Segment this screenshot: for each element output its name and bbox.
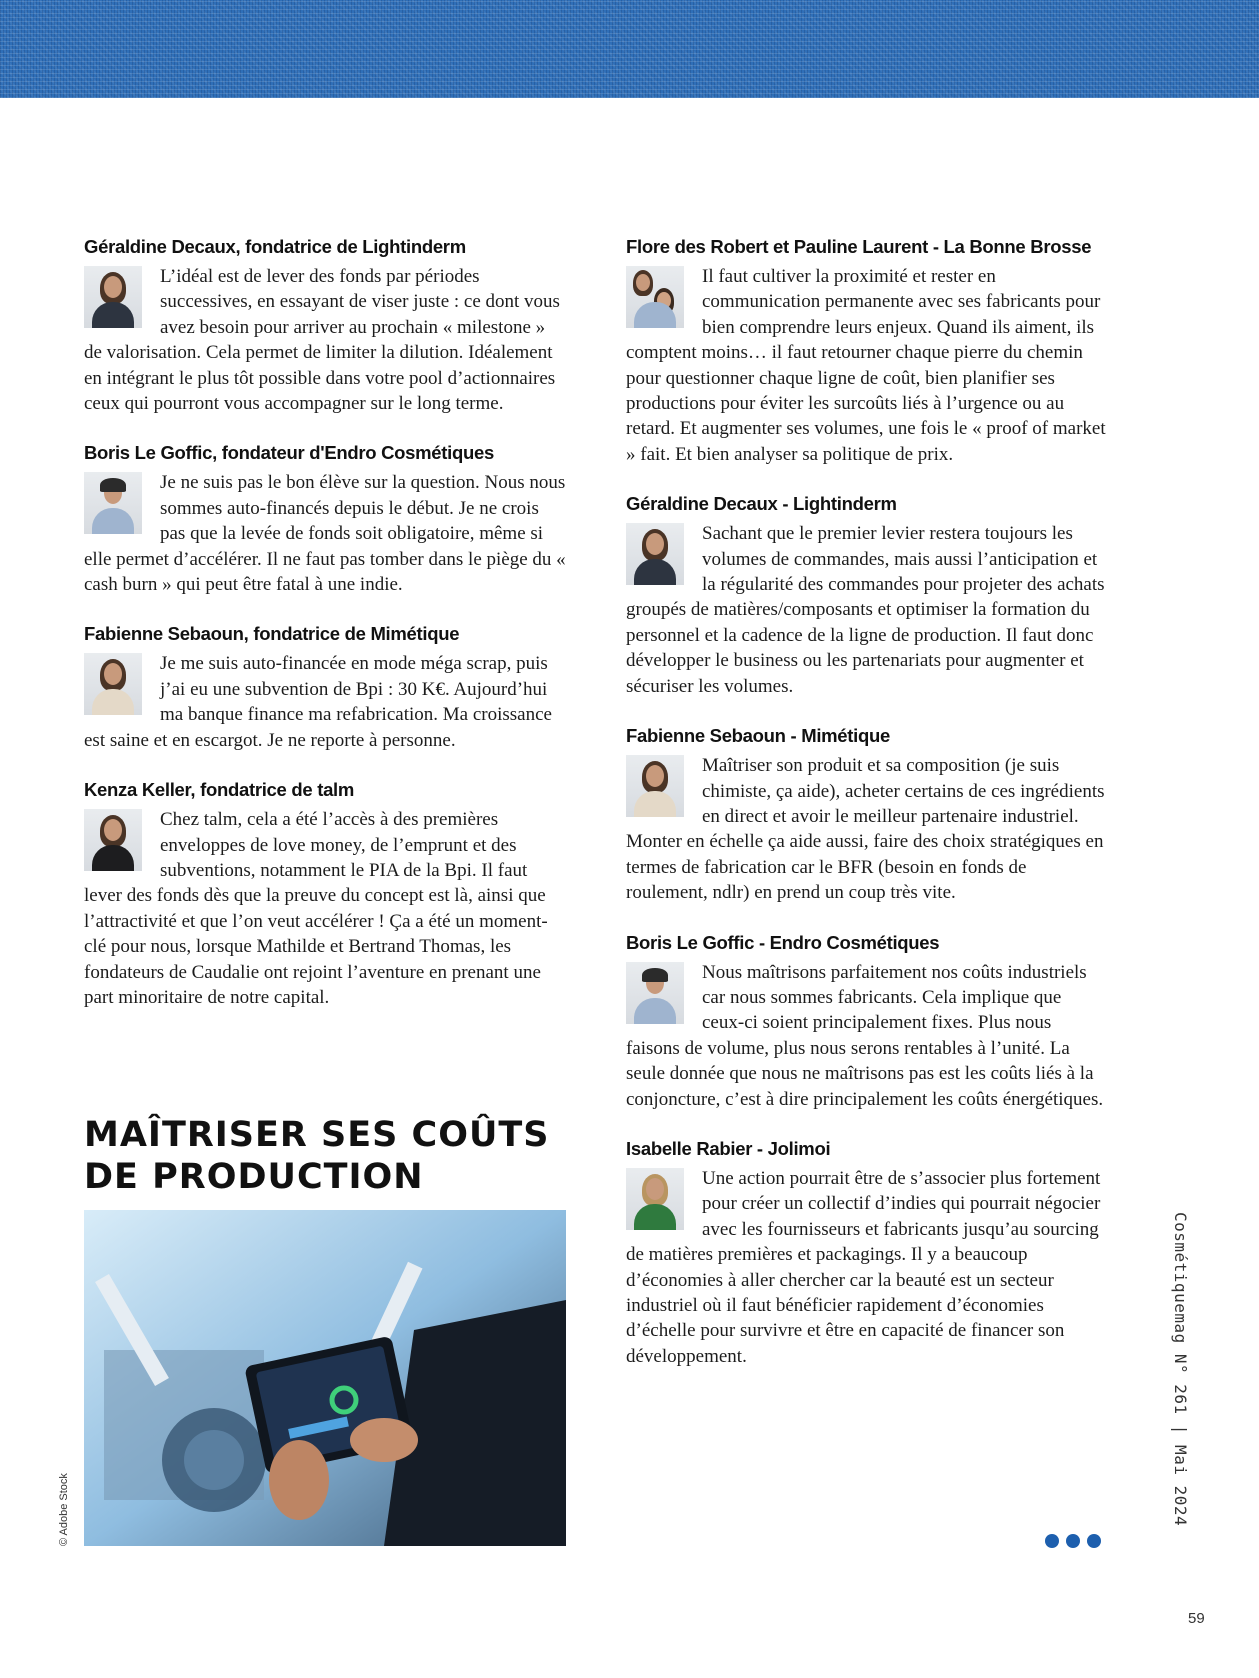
- quote-block: [626, 493, 1106, 699]
- quote-author: Isabelle Rabier - Jolimoi: [626, 1137, 831, 1159]
- quote-text: Nous maîtrisons parfaitement nos coûts industriels car nous sommes fabricants. Cela implique que ceux-ci soient principalement fixes. Plus nous faisons de volume, plus nous serons rentables à l’unité. La seule donnée que nous ne maîtrisons pas est les coûts liés à la conjoncture, c’est à dire principalement les coûts énergétiques.: [626, 961, 1104, 1110]
- quote-author: Boris Le Goffic - Endro Cosmétiques: [626, 931, 940, 953]
- photo-credit: © Adobe Stock: [58, 1473, 70, 1546]
- quote-author: Fabienne Sebaoun, fondatrice de Mimétique: [84, 623, 460, 645]
- quote-block: [626, 725, 1106, 905]
- quote-text: Je me suis auto-financée en mode méga scrap, puis j’ai eu une subvention de Bpi : 30 K€. Aujourd’hui ma banque finance ma refabrication. Ma croissance est saine et en escargot. Je ne reporte à personne.: [84, 653, 552, 751]
- quote-text: Maîtriser son produit et sa composition (je suis chimiste, ça aide), acheter certains de ces ingrédients en direct et avoir le meilleur partenaire industriel. Monter en échelle ça aide aussi, faire des choix stratégiques en termes de fabrication car le BFR (besoin en fonds de roulement, ndlr) en prend un coup très vite.: [626, 755, 1105, 904]
- quote-text: Une action pourrait être de s’associer plus fortement pour créer un collectif d’indies qui pourrait négocier avec les fournisseurs et fabricants jusqu’au sourcing de matières premières et packagings. Il y a beaucoup d’économies à aller chercher car la beauté est un secteur industriel où il faut bénéficier rapidement d’économies d’échelle pour survivre et être en capacité de financer son développement.: [626, 1167, 1101, 1367]
- left-column: [84, 236, 566, 1036]
- dot-icon: [1066, 1534, 1080, 1548]
- header-fabric-banner: [0, 0, 1259, 98]
- quote-block: [626, 236, 1106, 467]
- author-portrait: [84, 472, 142, 534]
- author-portrait: [84, 266, 142, 328]
- quote-text: L’idéal est de lever des fonds par périodes successives, en essayant de viser juste : ce dont vous avez besoin pour arriver au prochain « milestone » de valorisation. Cela permet de limiter la dilution. Idéalement en intégrant le plus tôt possible dans votre pool d’actionnaires ceux qui pourront vous accompagner sur le long terme.: [84, 266, 560, 415]
- author-portrait: [84, 809, 142, 871]
- quote-author: Kenza Keller, fondatrice de talm: [84, 779, 355, 801]
- page-number: 59: [1188, 1610, 1205, 1627]
- quote-author: Flore des Robert et Pauline Laurent - La Bonne Brosse: [626, 236, 1092, 257]
- quote-block: [84, 442, 566, 597]
- right-column: [626, 236, 1106, 1395]
- quote-author: Géraldine Decaux - Lightinderm: [626, 493, 897, 515]
- quote-author: Géraldine Decaux, fondatrice de Lightinderm: [84, 236, 466, 257]
- continue-dots: [1045, 1534, 1109, 1550]
- author-portrait: [626, 1168, 684, 1230]
- author-portrait: [626, 755, 684, 817]
- quote-block: [84, 623, 566, 753]
- quote-block: [84, 779, 566, 1010]
- quote-block: [626, 932, 1106, 1112]
- magazine-issue-label: Cosmétiquemag N° 261 | Mai 2024: [1171, 1212, 1190, 1527]
- author-portrait: [626, 962, 684, 1024]
- quote-text: Je ne suis pas le bon élève sur la question. Nous nous sommes auto-financés depuis le début. Je ne crois pas que la levée de fonds soit obligatoire, même si elle permet d’accélérer. Il ne faut pas tomber dans le piège du « cash burn » qui peut être fatal à une indie.: [84, 472, 566, 596]
- factory-tablet-photo: [84, 1210, 566, 1546]
- quote-text: Sachant que le premier levier restera toujours les volumes de commandes, mais aussi l’anticipation et la régularité des commandes pour projeter des achats groupés de matières/composants et optimiser la formation du personnel et la cadence de la ligne de production. Il faut donc développer le business ou les partenariats pour augmenter et sécuriser les volumes.: [626, 523, 1105, 697]
- author-portrait: [84, 653, 142, 715]
- author-portrait: [626, 523, 684, 585]
- quote-block: [84, 236, 566, 416]
- author-portrait: [626, 266, 684, 328]
- section-title: MAÎTRISER SES COÛTS DE PRODUCTION: [84, 1115, 550, 1197]
- quote-block: [626, 1138, 1106, 1369]
- dot-icon: [1045, 1534, 1059, 1548]
- dot-icon: [1087, 1534, 1101, 1548]
- quote-author: Boris Le Goffic, fondateur d'Endro Cosmétiques: [84, 442, 494, 464]
- quote-text: Il faut cultiver la proximité et rester en communication permanente avec ses fabricants pour bien comprendre leurs enjeux. Quand ils aiment, ils comptent moins… il faut retourner chaque pierre du chemin pour questionner chaque ligne de coût, bien planifier ses productions pour éviter les surcoûts liés à l’urgence ou au retard. Et augmenter ses volumes, une fois le « proof of market » fait. Et bien analyser sa politique de prix.: [626, 266, 1106, 465]
- quote-text: Chez talm, cela a été l’accès à des premières enveloppes de love money, de l’emprunt et des subventions, notamment le PIA de la Bpi. Il faut lever des fonds dès que la preuve du concept est là, ainsi que l’attractivité et que l’on veut accélérer ! Ça a été un moment-clé pour nous, lorsque Mathilde et Bertrand Thomas, les fondateurs de Caudalie ont rejoint l’aventure en prenant une part minoritaire de notre capital.: [84, 809, 548, 1008]
- quote-author: Fabienne Sebaoun - Mimétique: [626, 725, 890, 747]
